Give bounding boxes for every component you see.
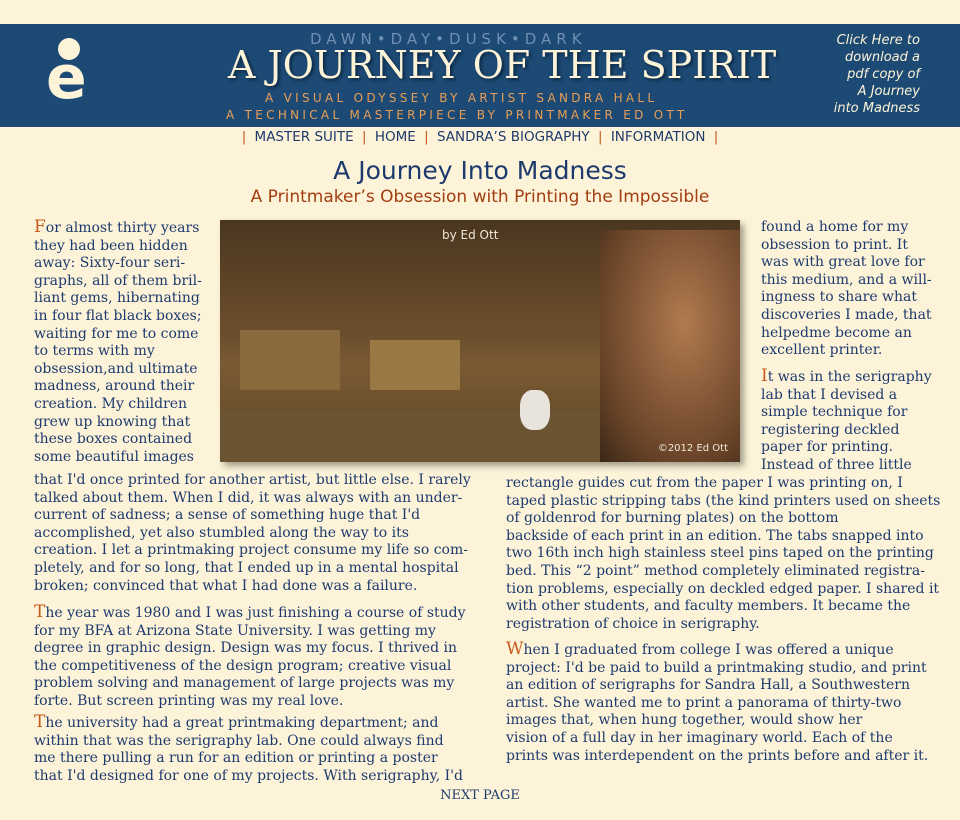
text-line: was with great love for [761, 254, 925, 271]
nav-separator: | [361, 129, 367, 145]
text-line: me there pulling a run for an edition or printing a poster [34, 750, 438, 767]
text-line: that I'd designed for one of my projects. With serigraphy, I'd [34, 767, 463, 784]
text-line: problem solving and management of large projects was my [34, 675, 455, 692]
text-line: the competitiveness of the design program; creative visual [34, 657, 452, 674]
text-line: taped plastic stripping tabs (the kind printers used on sheets [506, 492, 941, 509]
text-line: obsession,and ultimate [34, 360, 198, 377]
text-line: for my BFA at Arizona State University. I was getting my [34, 622, 436, 639]
article-photo [220, 220, 740, 462]
nav-separator: | [597, 129, 603, 145]
text-line: talked about them. When I did, it was always with an under- [34, 489, 463, 506]
site-title: A JOURNEY OF THE SPIRIT [228, 43, 777, 87]
text-line: broken; convinced that what I had done was a failure. [34, 577, 418, 594]
article-title: A Journey Into Madness [333, 156, 627, 185]
pdf-link-line: Click Here to [836, 33, 920, 48]
site-subtitle-printmaker: A TECHNICAL MASTERPIECE BY PRINTMAKER ED OTT [226, 108, 688, 122]
drop-cap: T [34, 602, 46, 622]
text-line: lab that I devised a [761, 386, 898, 403]
photo-dog [520, 390, 550, 430]
text-line: accomplished, yet also stumbled along the way to its [34, 524, 409, 541]
text-line: to terms with my [34, 343, 155, 360]
text-line: When I graduated from college I was offered a unique [506, 639, 894, 659]
nav-home[interactable]: HOME [374, 129, 416, 145]
right-paragraph-2-narrow [761, 368, 932, 475]
text-line: obsession to print. It [761, 236, 908, 253]
paragraph-1-narrow [34, 219, 202, 466]
text-line: this medium, and a will- [761, 271, 932, 288]
nav-separator: | [713, 129, 719, 145]
drop-cap: T [34, 712, 46, 732]
right-paragraph-1-narrow [761, 219, 932, 360]
pdf-download-link[interactable] [812, 32, 920, 117]
text-line: within that was the serigraphy lab. One could always find [34, 732, 444, 749]
paragraph-3 [34, 714, 463, 785]
drop-cap: W [506, 639, 524, 659]
right-paragraph-2-wide [506, 475, 940, 633]
pdf-link-line: download a [845, 50, 920, 65]
text-line: It was in the serigraphy [761, 366, 932, 386]
logo-e-glyph: e [46, 43, 87, 113]
text-line: with other students, and faculty members. It became the [506, 598, 911, 615]
photo-credit: by Ed Ott [442, 228, 499, 242]
text-line: prints was interdependent on the prints before and after it. [506, 747, 929, 764]
text-line: forte. But screen printing was my real love. [34, 692, 344, 709]
drop-cap: F [34, 217, 46, 237]
pdf-link-line: into Madness [833, 101, 920, 116]
site-subtitle-artist: A VISUAL ODYSSEY BY ARTIST SANDRA HALL [265, 91, 658, 105]
text-line: paper for printing. [761, 439, 894, 456]
text-line: madness, around their [34, 378, 195, 395]
text-line: two 16th inch high stainless steel pins taped on the printing [506, 545, 934, 562]
text-line: simple technique for [761, 404, 908, 421]
text-line: found a home for my [761, 219, 909, 235]
text-line: of goldenrod for burning plates) on the bottom [506, 510, 839, 527]
top-strip [0, 0, 960, 24]
text-line: bed. This “2 point” method completely eliminated registra- [506, 562, 925, 579]
pdf-link-line: pdf copy of [847, 67, 920, 82]
tagline-top: DAWN•DAY•DUSK•DARK [310, 30, 587, 48]
text-line: registering deckled [761, 421, 900, 438]
nav-separator: | [424, 129, 429, 145]
text-line: For almost thirty years [34, 217, 200, 237]
text-line: backside of each print in an edition. The tabs snapped into [506, 527, 924, 544]
text-line: current of sadness; a sense of something huge that I'd [34, 507, 421, 524]
text-line: Instead of three little [761, 456, 912, 473]
drop-cap: I [761, 366, 768, 386]
text-line: artist. She wanted me to print a panorama of thirty-two [506, 694, 902, 711]
photo-table [370, 340, 460, 390]
next-page-link[interactable]: NEXT PAGE [440, 788, 520, 803]
paragraph-1-wide [34, 472, 471, 595]
text-line: vision of a full day in her imaginary world. Each of the [506, 729, 893, 746]
text-line: that I'd once printed for another artist, but little else. I rarely [34, 472, 471, 488]
spirit-e-logo-icon[interactable] [38, 36, 108, 116]
text-line: graphs, all of them bril- [34, 272, 202, 289]
text-line: project: I'd be paid to build a printmaking studio, and print [506, 659, 927, 676]
text-line: registration of choice in serigraphy. [506, 615, 760, 632]
text-line: away: Sixty-four seri- [34, 255, 186, 272]
text-line: rectangle guides cut from the paper I was printing on, I [506, 475, 903, 491]
article-subtitle: A Printmaker’s Obsession with Printing the Impossible [250, 187, 710, 207]
text-line: these boxes contained [34, 431, 193, 448]
photo-person [600, 230, 740, 462]
text-line: ingness to share what [761, 289, 918, 306]
text-line: helpedme become an [761, 324, 912, 341]
text-line: they had been hidden [34, 237, 188, 254]
text-line: creation. My children [34, 395, 188, 412]
text-line: creation. I let a printmaking project consume my life so com- [34, 542, 468, 559]
text-line: discoveries I made, that [761, 306, 932, 323]
nav-information[interactable]: INFORMATION [610, 129, 706, 145]
text-line: degree in graphic design. Design was my focus. I thrived in [34, 640, 458, 657]
text-line: an edition of serigraphs for Sandra Hall, a Southwestern [506, 677, 910, 694]
nav-separator: | [241, 129, 247, 145]
text-line: excellent printer. [761, 342, 883, 359]
right-paragraph-3 [506, 641, 928, 765]
nav-master-suite[interactable]: MASTER SUITE [254, 129, 354, 145]
paragraph-2 [34, 604, 466, 711]
text-line: The university had a great printmaking department; and [34, 712, 439, 732]
nav-biography[interactable]: SANDRA’S BIOGRAPHY [436, 129, 590, 145]
photo-copyright: ©2012 Ed Ott [657, 443, 728, 454]
text-line: in four flat black boxes; [34, 307, 202, 324]
site-header [0, 24, 960, 127]
text-line: images that, when hung together, would show her [506, 712, 863, 729]
text-line: grew up knowing that [34, 413, 191, 430]
text-line: liant gems, hibernating [34, 290, 200, 307]
text-line: waiting for me to come [34, 325, 199, 342]
text-line: pletely, and for so long, that I ended up in a mental hospital [34, 559, 459, 576]
text-line: tion problems, especially on deckled edged paper. I shared it [506, 580, 940, 597]
photo-table [240, 330, 340, 390]
main-nav [0, 127, 960, 147]
text-line: The year was 1980 and I was just finishing a course of study [34, 602, 466, 622]
pdf-link-line: A Journey [857, 84, 920, 99]
text-line: some beautiful images [34, 448, 194, 465]
